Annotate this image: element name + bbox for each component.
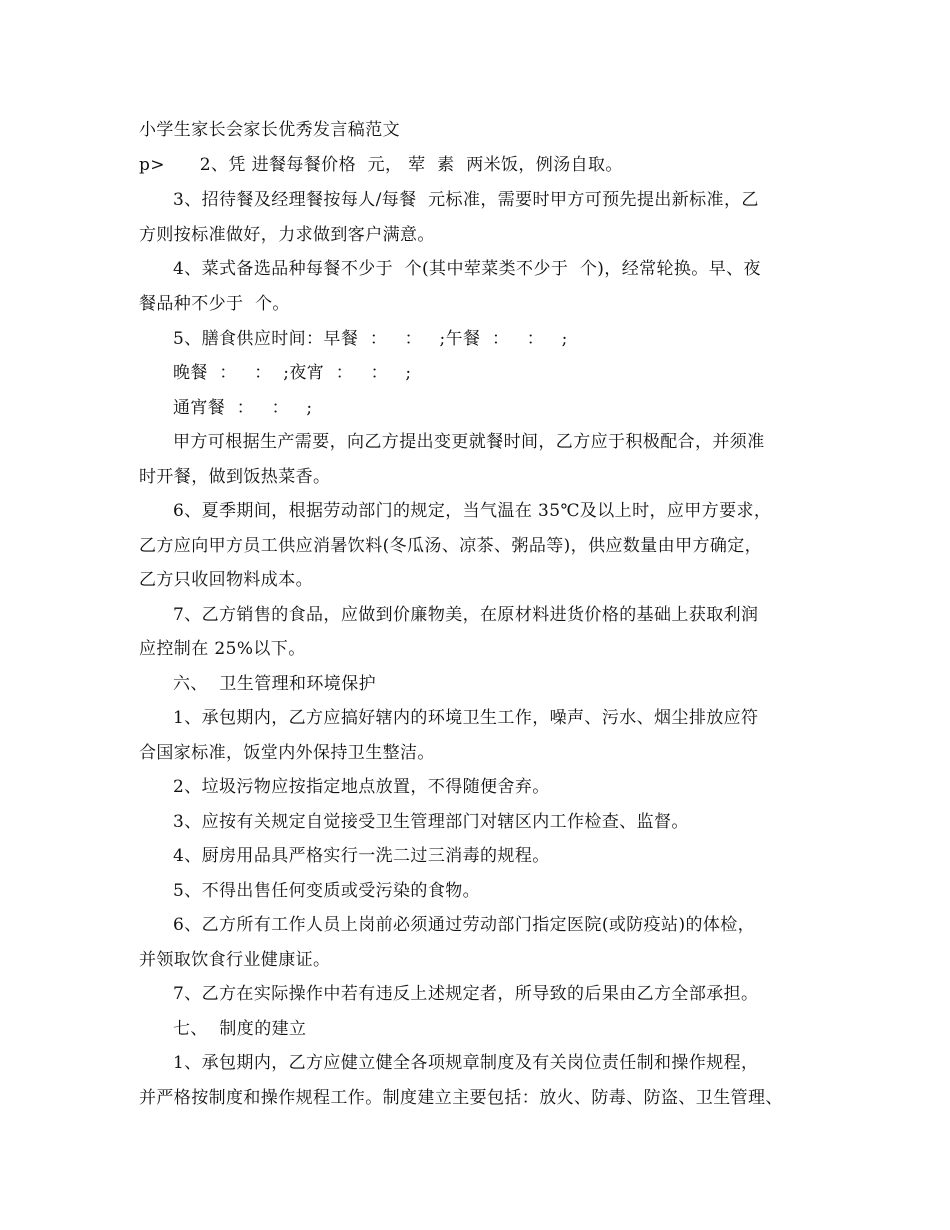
text-line: 5、膳食供应时间：早餐 ： ： ;午餐 ： ： ; <box>173 329 568 349</box>
section-heading: 六、 卫生管理和环境保护 <box>173 674 377 694</box>
text-line: 方则按标准做好，力求做到客户满意。 <box>139 225 435 245</box>
text-line: 3、招待餐及经理餐按每人/每餐 元标准，需要时甲方可预先提出新标准，乙 <box>173 190 759 210</box>
text-line: 应控制在 25%以下。 <box>139 639 306 659</box>
text-line: 乙方只收回物料成本。 <box>139 570 313 590</box>
text-line: 6、夏季期间，根据劳动部门的规定，当气温在 35℃及以上时，应甲方要求， <box>173 501 772 521</box>
text-line: 甲方可根据生产需要，向乙方提出变更就餐时间，乙方应于积极配合，并须准 <box>173 432 765 452</box>
text-line: 2、垃圾污物应按指定地点放置，不得随便舍弃。 <box>173 777 550 797</box>
text-line: 3、应按有关规定自觉接受卫生管理部门对辖区内工作检查、监督。 <box>173 812 689 832</box>
text-line: 5、不得出售任何变质或受污染的食物。 <box>173 881 481 901</box>
text-line: 乙方应向甲方员工供应消暑饮料(冬瓜汤、凉茶、粥品等)，供应数量由甲方确定， <box>139 536 763 556</box>
text-line: 7、乙方在实际操作中若有违反上述规定者，所导致的后果由乙方全部承担。 <box>173 984 759 1004</box>
text-line: 合国家标准，饭堂内外保持卫生整洁。 <box>139 743 435 763</box>
text-line: 1、承包期内，乙方应搞好辖内的环境卫生工作，噪声、污水、烟尘排放应符 <box>173 708 759 728</box>
text-line: 6、乙方所有工作人员上岗前必须通过劳动部门指定医院(或防疫站)的体检， <box>173 915 756 935</box>
text-line: 餐品种不少于 个。 <box>139 294 290 314</box>
text-line: 晚餐 ： ： ;夜宵 ： ： ; <box>173 363 412 383</box>
document-title: 小学生家长会家长优秀发言稿范文 <box>139 120 400 140</box>
text-line: 4、厨房用品具严格实行一洗二过三消毒的规程。 <box>173 846 550 866</box>
text-line: 7、乙方销售的食品，应做到价廉物美，在原材料进货价格的基础上获取利润 <box>173 605 759 625</box>
text-line: 通宵餐 ： ： ; <box>173 398 313 418</box>
text-line: 时开餐，做到饭热菜香。 <box>139 467 331 487</box>
section-heading: 七、 制度的建立 <box>173 1019 307 1039</box>
text-line: 4、菜式备选品种每餐不少于 个(其中荤菜类不少于 个)，经常轮换。早、夜 <box>173 259 761 279</box>
text-line: 并严格按制度和操作规程工作。制度建立主要包括：放火、防毒、防盗、卫生管理、 <box>139 1088 783 1108</box>
text-line: p> 2、凭 进餐每餐价格 元， 荤 素 两米饭，例汤自取。 <box>139 155 623 175</box>
text-line: 1、承包期内，乙方应健立健全各项规章制度及有关岗位责任制和操作规程， <box>173 1053 759 1073</box>
text-line: 并领取饮食行业健康证。 <box>139 950 331 970</box>
